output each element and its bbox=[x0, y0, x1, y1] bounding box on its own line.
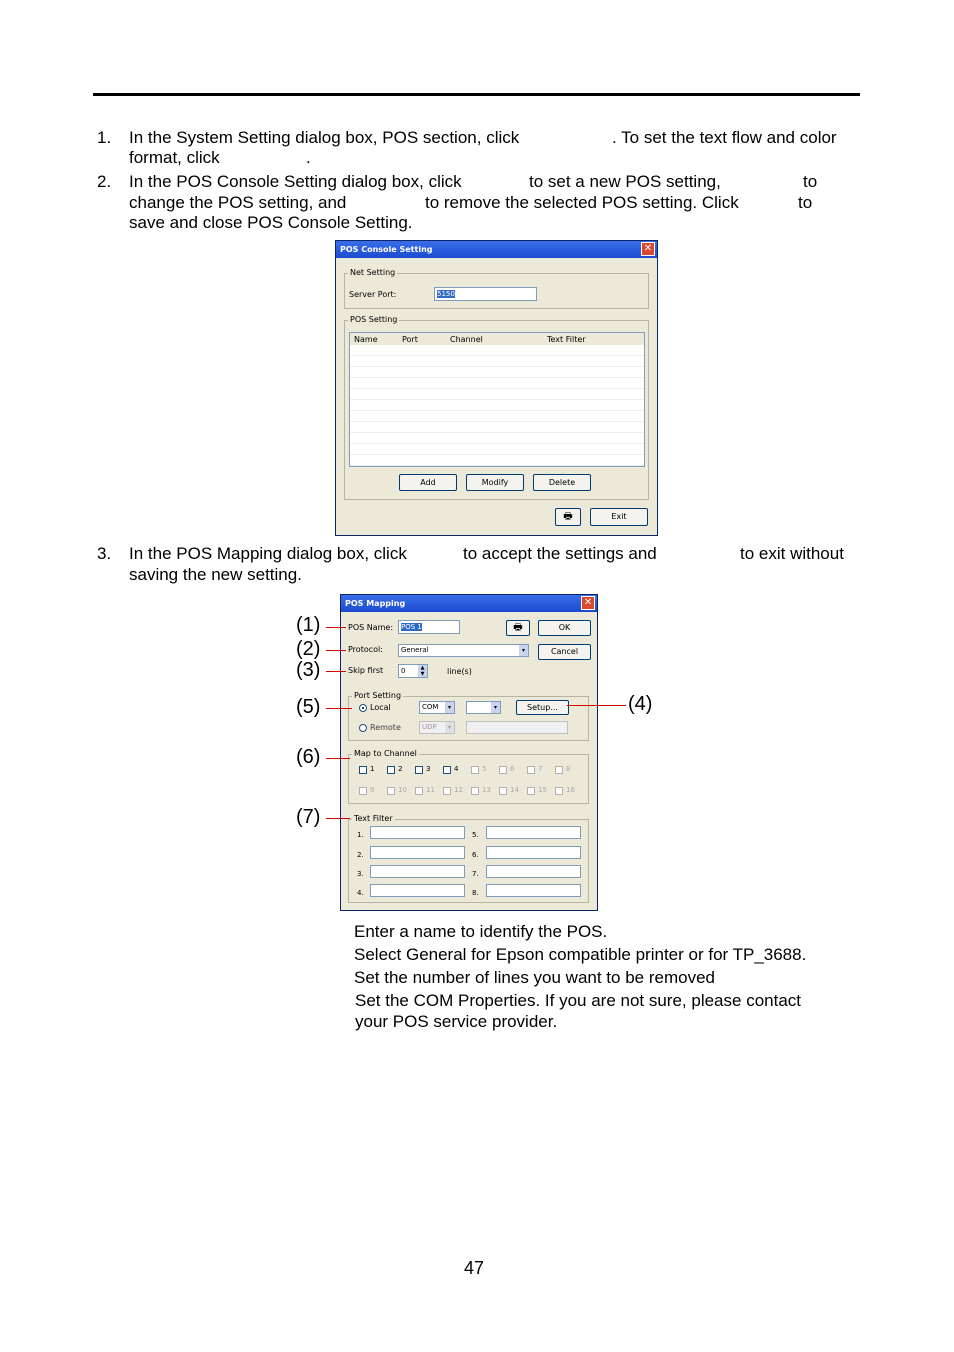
dialog-title: POS Console Setting bbox=[336, 241, 657, 258]
callout-line bbox=[326, 627, 346, 628]
channel-checkbox[interactable] bbox=[443, 766, 451, 774]
filter-input-4[interactable] bbox=[370, 884, 465, 897]
ok-button[interactable]: OK bbox=[538, 620, 591, 636]
skip-stepper[interactable] bbox=[398, 664, 428, 678]
page-number: 47 bbox=[464, 1258, 485, 1278]
column-header[interactable]: Channel bbox=[450, 335, 483, 344]
skip-label: Skip first bbox=[348, 666, 384, 675]
pos-name-value: POS 1 bbox=[401, 623, 422, 631]
group-label: Port Setting bbox=[354, 691, 402, 700]
filter-label: 6. bbox=[472, 851, 479, 859]
step-text: In the POS Mapping dialog box, click bbox=[129, 544, 407, 563]
channel-label: 8 bbox=[566, 765, 571, 773]
channel-checkbox[interactable] bbox=[359, 787, 367, 795]
chevron-down-icon[interactable]: ▾ bbox=[519, 645, 528, 656]
protocol-value: General bbox=[401, 646, 429, 654]
filter-label: 7. bbox=[472, 870, 479, 878]
callout-line bbox=[326, 818, 350, 819]
step-text: In the POS Console Setting dialog box, click bbox=[129, 172, 462, 191]
step-number: 2. bbox=[97, 172, 112, 191]
ip-address-input[interactable] bbox=[466, 721, 568, 734]
step-text: to bbox=[803, 172, 818, 191]
channel-label: 14 bbox=[510, 786, 519, 794]
filter-input-8[interactable] bbox=[486, 884, 581, 897]
channel-label: 5 bbox=[482, 765, 487, 773]
group-label: Map to Channel bbox=[354, 749, 417, 758]
server-port-input[interactable] bbox=[434, 287, 537, 301]
channel-label: 9 bbox=[370, 786, 375, 794]
callout-label: (5) bbox=[296, 696, 321, 718]
callout-label: (3) bbox=[296, 659, 321, 681]
step-text: saving the new setting. bbox=[129, 565, 302, 584]
group-label: Text Filter bbox=[354, 814, 393, 823]
channel-label: 3 bbox=[426, 765, 431, 773]
lines-label: line(s) bbox=[447, 667, 472, 676]
chevron-down-icon[interactable]: ▾ bbox=[445, 702, 454, 713]
step-text: save and close POS Console Setting. bbox=[129, 213, 413, 232]
filter-input-3[interactable] bbox=[370, 865, 465, 878]
com-select[interactable] bbox=[419, 701, 455, 714]
callout-label: (1) bbox=[296, 614, 321, 636]
column-header[interactable]: Port bbox=[402, 335, 418, 344]
column-header[interactable]: Name bbox=[354, 335, 378, 344]
description-text: Set the COM Properties. If you are not sure, please contact bbox=[355, 991, 802, 1010]
protocol-label: Protocol: bbox=[348, 645, 383, 654]
modify-button[interactable]: Modify bbox=[466, 474, 524, 491]
printer-icon[interactable]: 🖶 bbox=[506, 620, 530, 636]
column-header[interactable]: Text Filter bbox=[547, 335, 586, 344]
server-port-label: Server Port: bbox=[349, 290, 397, 299]
channel-checkbox[interactable] bbox=[471, 787, 479, 795]
com-port-select[interactable] bbox=[466, 701, 501, 714]
callout-line bbox=[567, 705, 626, 706]
channel-checkbox[interactable] bbox=[359, 766, 367, 774]
step-text: to bbox=[798, 193, 813, 212]
channel-label: 6 bbox=[510, 765, 515, 773]
local-label: Local bbox=[370, 703, 391, 712]
channel-checkbox[interactable] bbox=[555, 787, 563, 795]
callout-line bbox=[326, 671, 346, 672]
chevron-down-icon[interactable]: ▾ bbox=[491, 702, 500, 713]
list-rows bbox=[350, 345, 644, 466]
add-button[interactable]: Add bbox=[399, 474, 457, 491]
description-text: Enter a name to identify the POS. bbox=[354, 922, 608, 941]
channel-label: 12 bbox=[454, 786, 463, 794]
step-number: 1. bbox=[97, 128, 112, 147]
callout-line bbox=[326, 758, 350, 759]
map-channel-group bbox=[348, 754, 589, 804]
callout-label: (6) bbox=[296, 746, 321, 768]
channel-label: 4 bbox=[454, 765, 459, 773]
description-text: your POS service provider. bbox=[355, 1012, 558, 1031]
channel-checkbox[interactable] bbox=[443, 787, 451, 795]
cancel-button[interactable]: Cancel bbox=[538, 644, 591, 660]
exit-button[interactable]: Exit bbox=[590, 508, 648, 526]
stepper-arrows-icon[interactable]: ▲ ▼ bbox=[418, 665, 427, 677]
printer-icon[interactable]: 🖶 bbox=[555, 508, 581, 526]
step-text: to accept the settings and bbox=[463, 544, 657, 563]
pos-console-dialog bbox=[335, 240, 658, 536]
udp-select[interactable] bbox=[419, 721, 455, 734]
pos-list[interactable] bbox=[349, 332, 645, 467]
close-button[interactable]: ✕ bbox=[581, 596, 595, 610]
step-text: format, click bbox=[129, 148, 220, 167]
filter-input-6[interactable] bbox=[486, 846, 581, 859]
channel-label: 1 bbox=[370, 765, 375, 773]
channel-label: 10 bbox=[398, 786, 407, 794]
filter-input-5[interactable] bbox=[486, 826, 581, 839]
filter-label: 8. bbox=[472, 889, 479, 897]
callout-label: (2) bbox=[296, 638, 321, 660]
close-button[interactable]: ✕ bbox=[641, 242, 655, 256]
step-text: to set a new POS setting, bbox=[529, 172, 721, 191]
filter-label: 4. bbox=[357, 889, 364, 897]
group-label: Net Setting bbox=[350, 268, 396, 277]
description-text: Set the number of lines you want to be removed bbox=[354, 968, 715, 987]
filter-input-7[interactable] bbox=[486, 865, 581, 878]
filter-input-2[interactable] bbox=[370, 846, 465, 859]
step-text: . To set the text flow and color bbox=[612, 128, 837, 147]
setup-button[interactable]: Setup... bbox=[516, 700, 569, 715]
channel-label: 15 bbox=[538, 786, 547, 794]
callout-label: (7) bbox=[296, 806, 321, 828]
server-port-value: 5150 bbox=[437, 290, 455, 298]
channel-checkbox[interactable] bbox=[387, 766, 395, 774]
remote-label: Remote bbox=[370, 723, 401, 732]
filter-input-1[interactable] bbox=[370, 826, 465, 839]
skip-value: 0 bbox=[401, 667, 406, 675]
channel-checkbox[interactable] bbox=[415, 787, 423, 795]
group-label: POS Setting bbox=[350, 315, 398, 324]
channel-label: 13 bbox=[482, 786, 491, 794]
step-text: . bbox=[306, 148, 311, 167]
channel-checkbox[interactable] bbox=[555, 766, 563, 774]
channel-checkbox[interactable] bbox=[387, 787, 395, 795]
channel-checkbox[interactable] bbox=[415, 766, 423, 774]
step-text: change the POS setting, and bbox=[129, 193, 347, 212]
pos-name-label: POS Name: bbox=[348, 623, 394, 632]
channel-label: 7 bbox=[538, 765, 543, 773]
callout-line bbox=[326, 708, 352, 709]
channel-label: 16 bbox=[566, 786, 575, 794]
step-number: 3. bbox=[97, 544, 112, 563]
step-text: to remove the selected POS setting. Click bbox=[425, 193, 739, 212]
protocol-select[interactable] bbox=[398, 644, 529, 657]
filter-label: 2. bbox=[357, 851, 364, 859]
channel-checkbox[interactable] bbox=[499, 766, 507, 774]
filter-label: 5. bbox=[472, 831, 479, 839]
channel-label: 11 bbox=[426, 786, 435, 794]
channel-checkbox[interactable] bbox=[471, 766, 479, 774]
chevron-down-icon[interactable]: ▾ bbox=[445, 722, 454, 733]
callout-line bbox=[326, 650, 346, 651]
step-text: In the System Setting dialog box, POS section, click bbox=[129, 128, 520, 147]
pos-name-input[interactable] bbox=[398, 620, 460, 634]
channel-checkbox[interactable] bbox=[527, 766, 535, 774]
com-value: COM bbox=[422, 703, 439, 711]
udp-value: UDP bbox=[422, 723, 437, 731]
description-text: Select General for Epson compatible printer or for TP_3688. bbox=[354, 945, 807, 964]
filter-label: 1. bbox=[357, 831, 364, 839]
pos-mapping-dialog bbox=[340, 594, 598, 911]
header-rule bbox=[93, 93, 860, 96]
local-radio[interactable] bbox=[359, 704, 367, 712]
callout-label: (4) bbox=[628, 693, 653, 715]
dialog-title: POS Mapping bbox=[341, 595, 597, 612]
channel-label: 2 bbox=[398, 765, 403, 773]
remote-radio[interactable] bbox=[359, 724, 367, 732]
filter-label: 3. bbox=[357, 870, 364, 878]
step-text: to exit without bbox=[740, 544, 844, 563]
channel-checkbox[interactable] bbox=[527, 787, 535, 795]
channel-checkbox[interactable] bbox=[499, 787, 507, 795]
delete-button[interactable]: Delete bbox=[533, 474, 591, 491]
